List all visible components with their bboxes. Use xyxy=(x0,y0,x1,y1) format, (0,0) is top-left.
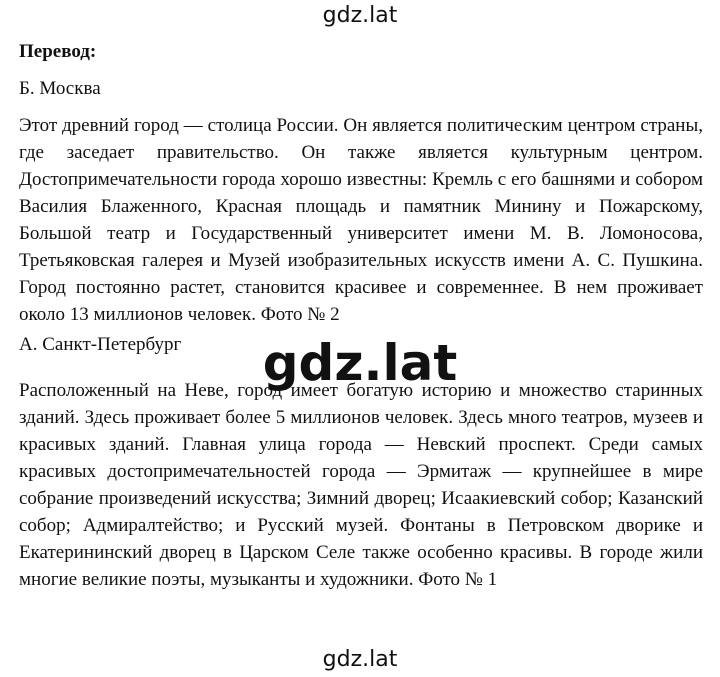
section-text-moscow: Этот древний город — столица России. Он является политическим центром страны, где заседает правительство. Он также является культурным центром. Достопримечательности города хорошо известны: Кремль с его башнями и собором Василия Блаженного, Красная площадь и памятник Минину и Пожарскому, Большой театр и Государственный университет имени М. В. Ломоносова, Третьяковская галерея и Музей изобразительных искусств имени А. С. Пушкина. Город постоянно растет, становится красивее и современнее. В нем проживает около 13 миллионов человек. Фото № 2 xyxy=(19,115,703,325)
watermark-bottom: gdz.lat xyxy=(322,647,398,672)
document-heading: Перевод: xyxy=(19,41,97,62)
section-text-saint-petersburg: Расположенный на Неве, город имеет богатую историю и множество старинных зданий. Здесь проживает более 5 миллионов человек. Здесь много театров, музеев и красивых зданий. Главная улица города — Невский проспект. Среди самых красивых достопримечательностей города — Эрмитаж — крупнейшее в мире собрание произведений искусства; Зимний дворец; Исаакиевский собор; Казанский собор; Адмиралтейство; и Русский музей. Фонтаны в Петровском дворике и Екатерининский дворец в Царском Селе также особенно красивы. В городе жили многие великие поэты, музыканты и художники. Фото № 1 xyxy=(19,380,703,590)
document-body xyxy=(19,38,703,596)
section-title-saint-petersburg: А. Санкт-Петербург xyxy=(19,334,182,355)
watermark-middle: gdz.lat xyxy=(262,334,458,392)
section-title-moscow: Б. Москва xyxy=(19,78,101,99)
watermark-top: gdz.lat xyxy=(322,3,398,28)
